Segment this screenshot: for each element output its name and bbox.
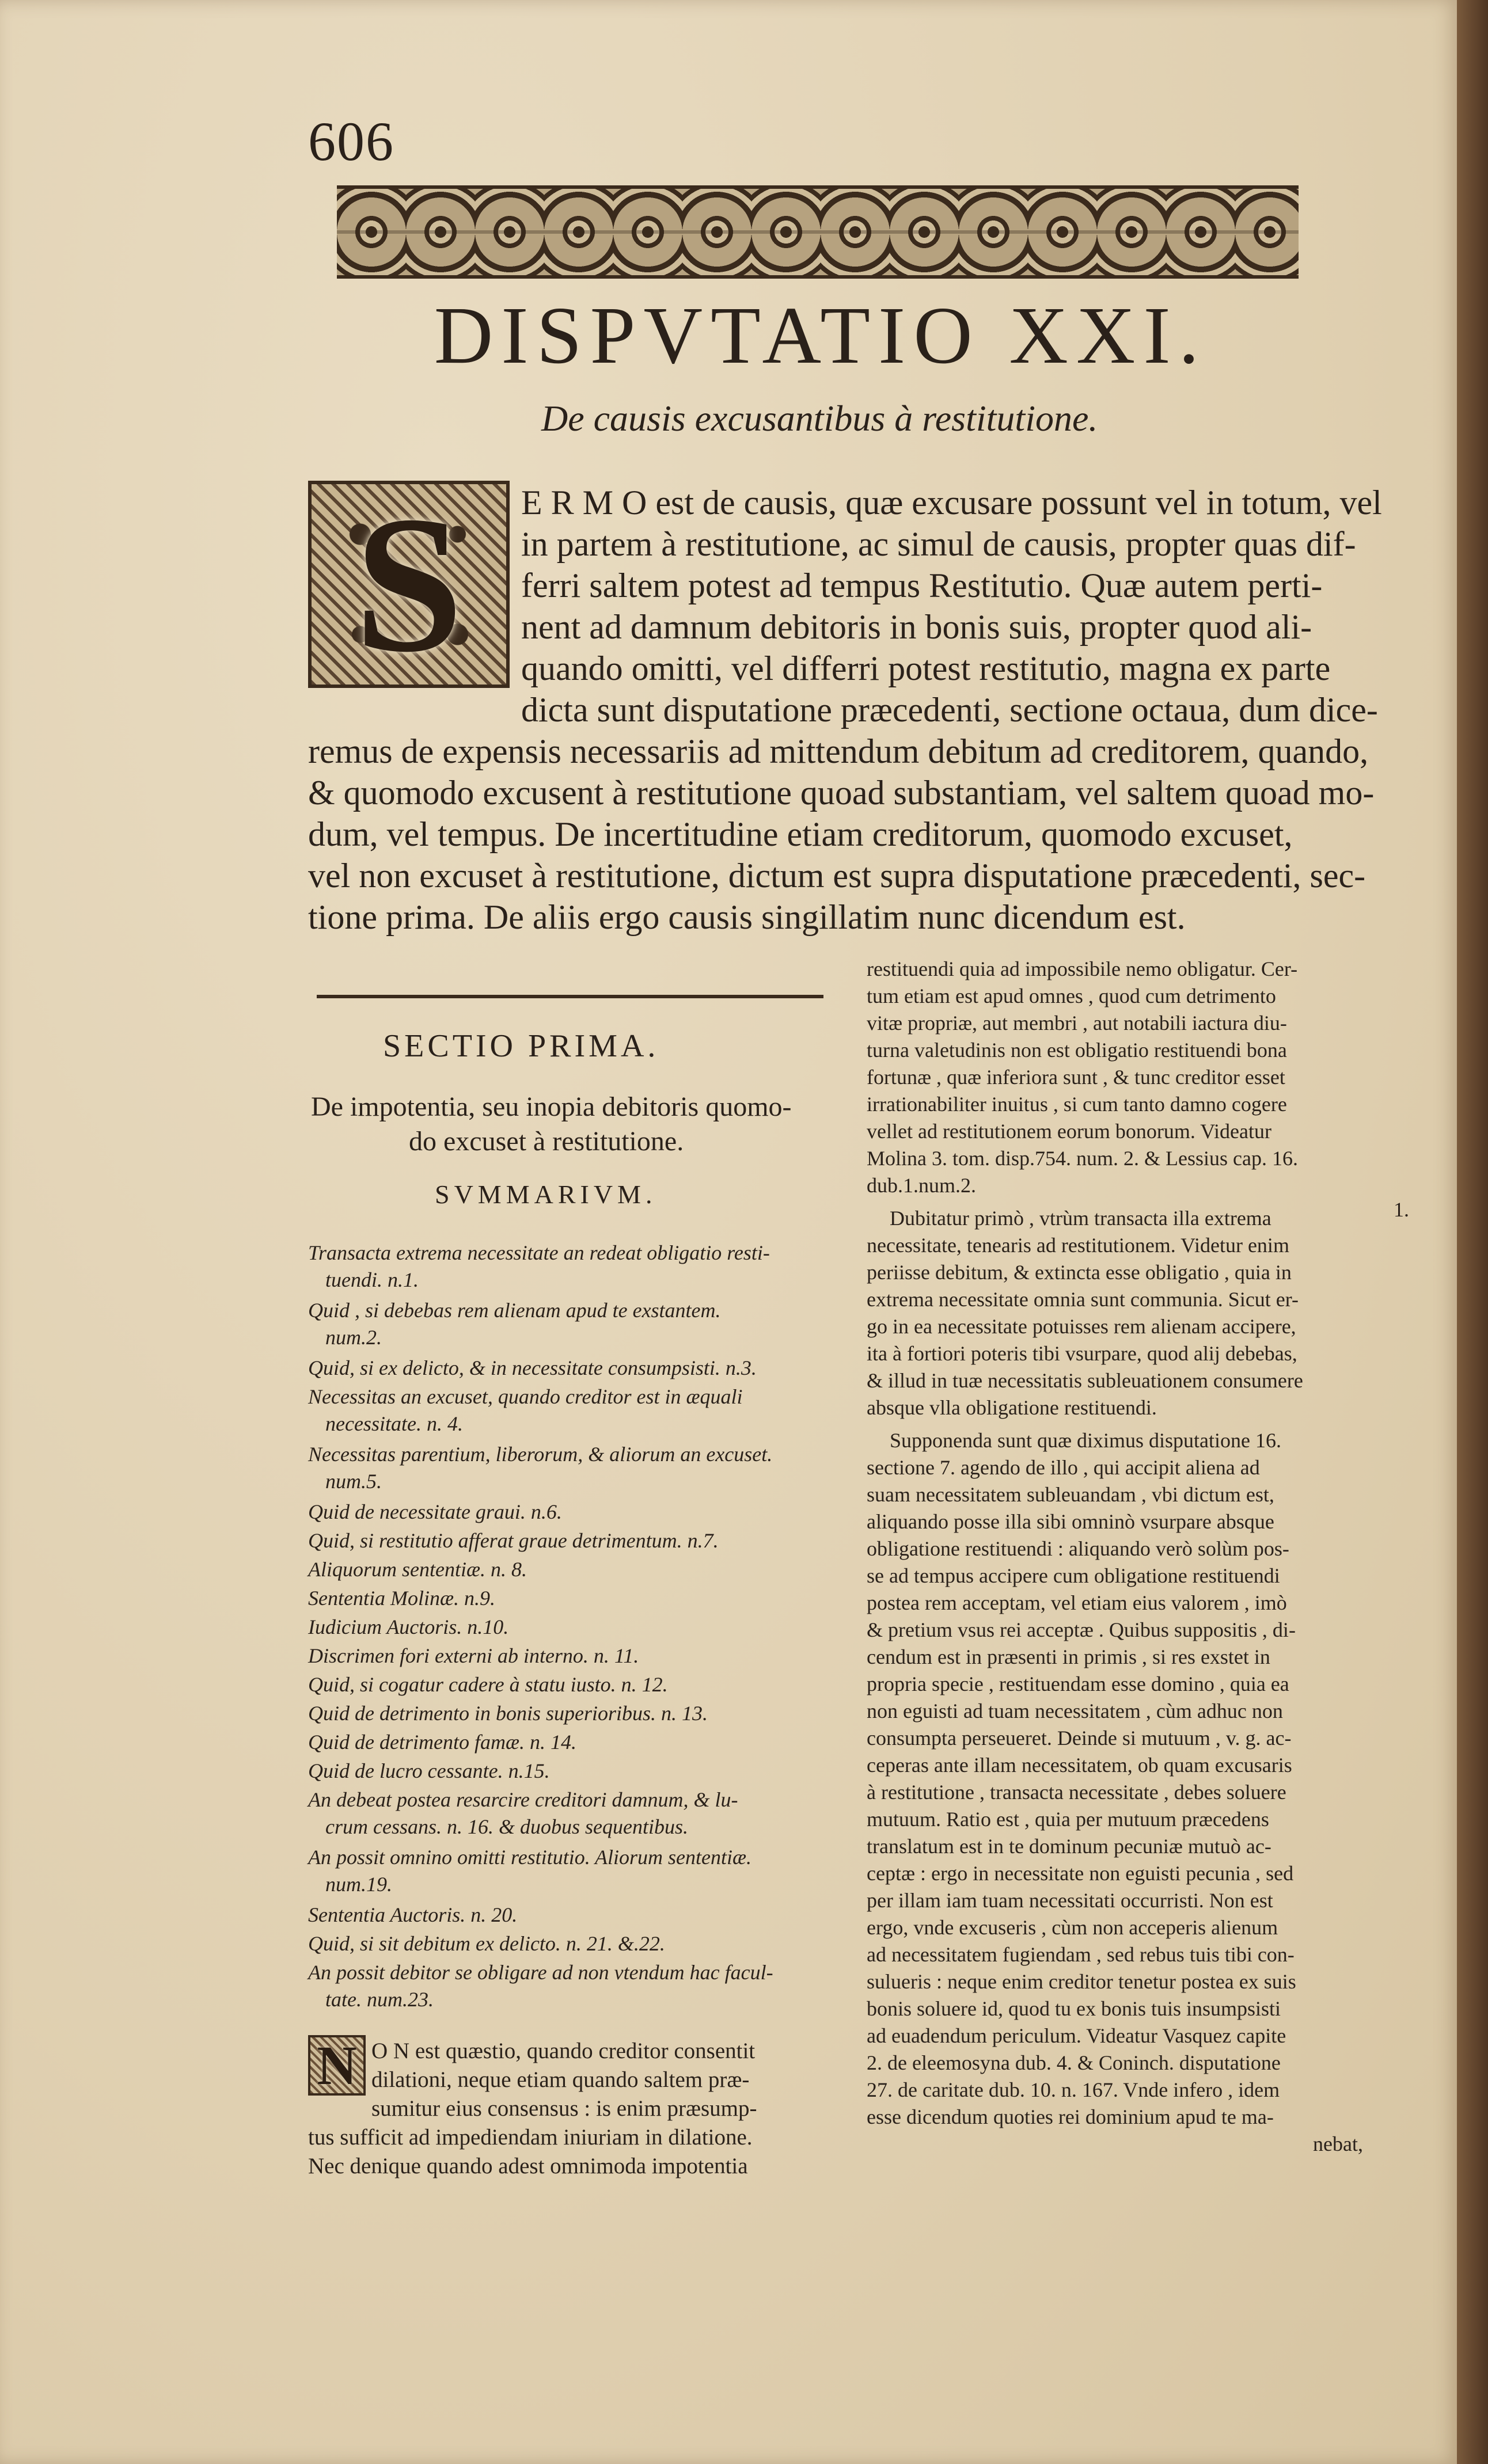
summary-item: Iudicium Auctoris. n.10. <box>308 1615 509 1638</box>
decorated-initial-s <box>308 476 510 693</box>
intro-line: in partem à restitutione, ac simul de causis, propter quas dif- <box>521 525 1356 563</box>
body-line: Supponenda sunt quæ diximus disputatione 16. <box>890 1429 1281 1452</box>
body-line: go in ea necessitate potuisses rem alienam accipere, <box>867 1315 1296 1338</box>
intro-line: dicta sunt disputatione præcedenti, sectione octaua, dum dice- <box>521 691 1378 729</box>
body-line: Dubitatur primò , vtrùm transacta illa extrema <box>890 1207 1271 1230</box>
body-line: propria specie , restituendam esse domino , quia ea <box>867 1672 1289 1695</box>
summary-item: Aliquorum sententiæ. n. 8. <box>308 1558 527 1581</box>
body-line: non eguisti ad tuam necessitatem , cùm adhuc non <box>867 1699 1283 1722</box>
body-line: consumpta perseueret. Deinde si mutuum , v. g. ac- <box>867 1727 1292 1750</box>
intro-line: quando omitti, vel differri potest restitutio, magna ex parte <box>521 649 1331 687</box>
page-number: 606 <box>308 111 394 172</box>
summary-item: Necessitas parentium, liberorum, & aliorum an excuset. <box>308 1443 773 1466</box>
summary-item: Quid, si restitutio afferat graue detrimentum. n.7. <box>308 1529 719 1552</box>
intro-line: dum, vel tempus. De incertitudine etiam creditorum, quomodo excuset, <box>308 815 1293 853</box>
body-line: 27. de caritate dub. 10. n. 167. Vnde infero , idem <box>867 2078 1280 2101</box>
body-line: bonis soluere id, quod tu ex bonis tuis insumpsisti <box>867 1997 1281 2020</box>
disputation-title: DISPVTATIO XXI. <box>434 290 1208 381</box>
margin-number: 1. <box>1394 1198 1409 1221</box>
body-line: se ad tempus accipere cum obligatione restituendi <box>867 1564 1280 1587</box>
summary-item: Necessitas an excuset, quando creditor est in æquali <box>308 1385 743 1408</box>
summary-item: tate. num.23. <box>325 1988 434 2011</box>
summary-item: An debeat postea resarcire creditori damnum, & lu- <box>308 1788 738 1811</box>
body-line: per illam iam tuam necessitati occurristi. Non est <box>867 1889 1273 1912</box>
summary-item: tuendi. n.1. <box>325 1268 419 1291</box>
body-line: ergo, vnde excuseris , cùm non acceperis alienum <box>867 1916 1278 1939</box>
intro-line: tione prima. De aliis ergo causis singillatim nunc dicendum est. <box>308 898 1186 936</box>
intro-line: remus de expensis necessariis ad mittendum debitum ad creditorem, quando, <box>308 732 1369 770</box>
summary-item: Discrimen fori externi ab interno. n. 11. <box>308 1644 639 1667</box>
summary-item: num.5. <box>325 1470 382 1493</box>
body-line: aliquando posse illa sibi omninò vsurpare absque <box>867 1510 1274 1533</box>
section-title: SECTIO PRIMA. <box>383 1028 659 1064</box>
body-line: vellet ad restitutionem eorum bonorum. Videatur <box>867 1120 1272 1143</box>
body-line: extrema necessitate omnia sunt communia. Sicut er- <box>867 1288 1299 1311</box>
intro-line: E R M O est de causis, quæ excusare possunt vel in totum, vel <box>521 484 1382 522</box>
summary-item: num.19. <box>325 1873 392 1896</box>
summary-item: An possit debitor se obligare ad non vtendum hac facul- <box>308 1961 773 1984</box>
summary-item: Quid de necessitate graui. n.6. <box>308 1500 562 1523</box>
body-line: fortunæ , quæ inferiora sunt , & tunc creditor esset <box>867 1066 1285 1089</box>
body-line: à restitutione , transacta necessitate , debes soluere <box>867 1781 1286 1804</box>
summary-item: num.2. <box>325 1326 382 1349</box>
body-line: cendum est in præsenti in primis , si res exstet in <box>867 1645 1270 1668</box>
body-line: periisse debitum, & extincta esse obligatio , quia in <box>867 1261 1292 1284</box>
initial-letter: N <box>317 2034 357 2096</box>
body-line: 2. de eleemosyna dub. 4. & Coninch. disputatione <box>867 2051 1281 2074</box>
summary-item: Quid, si cogatur cadere à statu iusto. n. 12. <box>308 1673 668 1696</box>
summary-item: An possit omnino omitti restitutio. Aliorum sententiæ. <box>308 1846 752 1869</box>
body-line: obligatione restituendi : aliquando verò solùm pos- <box>867 1537 1289 1560</box>
body-line: dilationi, neque etiam quando saltem præ- <box>371 2067 750 2092</box>
body-line: sumitur eius consensus : is enim præsump- <box>371 2096 757 2121</box>
body-line: tus sufficit ad impediendam iniuriam in dilatione. <box>308 2125 753 2150</box>
body-line: vitæ propriæ, aut membri , aut notabili iactura diu- <box>867 1012 1287 1035</box>
summary-item: necessitate. n. 4. <box>325 1412 463 1435</box>
initial-letter: S <box>354 476 464 693</box>
summary-item: Sententia Molinæ. n.9. <box>308 1587 495 1610</box>
body-line: dub.1.num.2. <box>867 1174 977 1197</box>
body-line: & illud in tuæ necessitatis subleuationem consumere <box>867 1369 1303 1392</box>
body-line: O N est quæstio, quando creditor consentit <box>371 2039 756 2063</box>
disputation-subtitle: De causis excusantibus à restitutione. <box>541 398 1098 439</box>
summary-item: Sententia Auctoris. n. 20. <box>308 1903 518 1926</box>
ornamental-headpiece <box>337 185 1299 279</box>
summary-item: Quid, si ex delicto, & in necessitate consumpsisti. n.3. <box>308 1356 757 1379</box>
summary-item: crum cessans. n. 16. & duobus sequentibus. <box>325 1815 688 1838</box>
body-line: & pretium vsus rei acceptæ . Quibus suppositis , di- <box>867 1618 1296 1641</box>
body-line: esse dicendum quoties rei dominium apud te ma- <box>867 2105 1274 2128</box>
intro-line: nent ad damnum debitoris in bonis suis, propter quod ali- <box>521 608 1312 646</box>
body-line: postea rem acceptam, vel etiam eius valorem , imò <box>867 1591 1287 1614</box>
decorated-initial-n <box>308 2035 366 2096</box>
body-line: ita à fortiori poteris tibi vsurpare, quod alij debebas, <box>867 1342 1297 1365</box>
section-heading: De impotentia, seu inopia debitoris quomo- <box>311 1092 792 1122</box>
body-line: Molina 3. tom. disp.754. num. 2. & Lessius cap. 16. <box>867 1147 1298 1170</box>
body-line: sulueris : neque enim creditor tenetur postea ex suis <box>867 1970 1296 1993</box>
body-line: ad euadendum periculum. Videatur Vasquez capite <box>867 2024 1286 2047</box>
summary-item: Quid, si sit debitum ex delicto. n. 21. &.22. <box>308 1932 665 1955</box>
body-line: suam necessitatem subleuandam , vbi dictum est, <box>867 1483 1274 1506</box>
body-line: necessitate, tenearis ad restitutionem. Videtur enim <box>867 1234 1289 1257</box>
body-line: ceptæ : ergo in necessitate non eguisti pecunia , sed <box>867 1862 1294 1885</box>
body-line: tum etiam est apud omnes , quod cum detrimento <box>867 984 1276 1007</box>
body-line: translatum est in te dominum pecuniæ mutuò ac- <box>867 1835 1271 1858</box>
body-line: Nec denique quando adest omnimoda impotentia <box>308 2154 748 2178</box>
intro-line: vel non excuset à restitutione, dictum est supra disputatione præcedenti, sec- <box>308 857 1366 895</box>
section-heading: do excuset à restitutione. <box>409 1126 684 1157</box>
intro-line: ferri saltem potest ad tempus Restitutio. Quæ autem perti- <box>521 566 1323 604</box>
summary-item: Quid de detrimento famæ. n. 14. <box>308 1731 576 1754</box>
body-line: ceperas ante illam necessitatem, ob quam excusaris <box>867 1754 1292 1777</box>
body-line: sectione 7. agendo de illo , qui accipit aliena ad <box>867 1456 1260 1479</box>
summary-item: Quid de detrimento in bonis superioribus. n. 13. <box>308 1702 708 1725</box>
section-rule <box>317 995 823 998</box>
body-line: turna valetudinis non est obligatio restituendi bona <box>867 1039 1287 1062</box>
summarium-title: SVMMARIVM. <box>435 1180 657 1209</box>
body-line: restituendi quia ad impossibile nemo obligatur. Cer- <box>867 957 1298 980</box>
body-line: irrationabiliter inuitus , si cum tanto damno cogere <box>867 1093 1287 1116</box>
body-line: ad necessitatem fugiendam , sed rebus tuis tibi con- <box>867 1943 1295 1966</box>
page-edge <box>1457 0 1488 2464</box>
body-line: nebat, <box>1313 2132 1363 2155</box>
summary-item: Transacta extrema necessitate an redeat obligatio resti- <box>308 1241 770 1264</box>
body-line: absque vlla obligatione restituendi. <box>867 1396 1157 1419</box>
summary-item: Quid de lucro cessante. n.15. <box>308 1759 550 1782</box>
summary-item: Quid , si debebas rem alienam apud te exstantem. <box>308 1299 721 1322</box>
body-line: mutuum. Ratio est , quia per mutuum præcedens <box>867 1808 1269 1831</box>
intro-line: & quomodo excusent à restitutione quoad substantiam, vel saltem quoad mo- <box>308 774 1375 812</box>
